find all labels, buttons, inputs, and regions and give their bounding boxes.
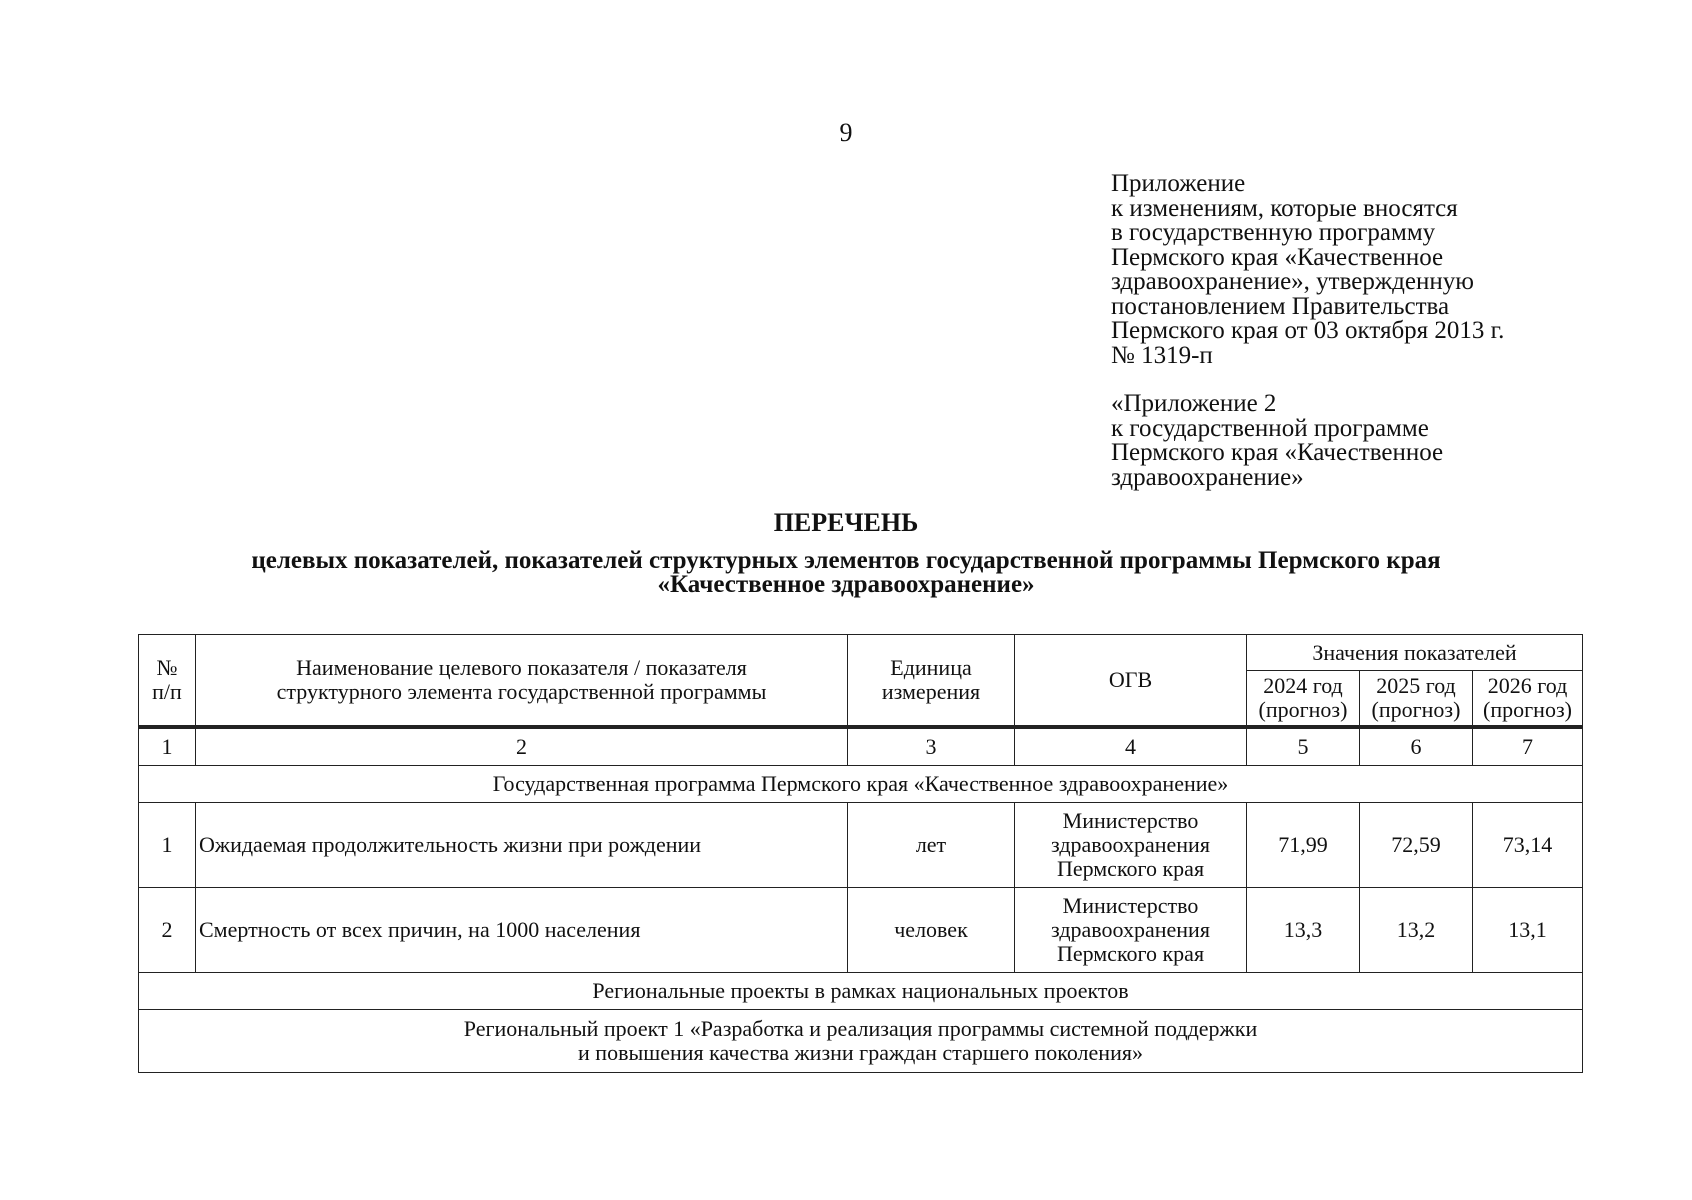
column-number: 2 (196, 727, 848, 766)
table-row (139, 888, 1583, 973)
header-ogv: ОГВ (1015, 635, 1247, 728)
row-ogv: Министерство здравоохранения Пермского края (1015, 803, 1247, 888)
header-name: Наименование целевого показателя / показателя структурного элемента государственной программы (196, 635, 848, 728)
column-number: 7 (1473, 727, 1583, 766)
row-value-2026: 13,1 (1473, 888, 1583, 973)
appendix-line: здравоохранение», утвержденную (1111, 268, 1474, 295)
appendix-line: № 1319-п (1111, 341, 1213, 369)
column-number: 4 (1015, 727, 1247, 766)
program-section-row (139, 766, 1583, 803)
row-value-2024: 13,3 (1247, 888, 1360, 973)
indicators-table (138, 634, 1583, 1073)
subtitle-line: целевых показателей, показателей структурных элементов государственной программы Пермского края (251, 547, 1441, 574)
document-subtitle (120, 549, 1572, 597)
row-unit: человек (848, 888, 1015, 973)
appendix-quote-line: здравоохранение» (1111, 463, 1304, 491)
header-year-2024: 2024 год (прогноз) (1247, 671, 1360, 728)
header-row (139, 635, 1583, 671)
row-num: 2 (139, 888, 196, 973)
regional-project-row (139, 1010, 1583, 1073)
header-num: № п/п (139, 635, 196, 728)
appendix-line: Приложение (1111, 170, 1246, 197)
row-value-2024: 71,99 (1247, 803, 1360, 888)
header-values-group: Значения показателей (1247, 635, 1583, 671)
appendix-quote-line: к государственной программе (1111, 414, 1429, 442)
row-indicator-name: Смертность от всех причин, на 1000 населения (196, 888, 848, 973)
appendix-line: в государственную программу (1111, 219, 1436, 246)
appendix-line: к изменениям, которые вносятся (1111, 194, 1458, 222)
subtitle-line: «Качественное здравоохранение» (657, 571, 1035, 598)
regional-section-row (139, 973, 1583, 1010)
row-value-2025: 72,59 (1360, 803, 1473, 888)
appendix-quote-line: «Приложение 2 (1111, 390, 1277, 417)
header-year-2025: 2025 год (прогноз) (1360, 671, 1473, 728)
appendix-quote-line: Пермского края «Качественное (1111, 439, 1444, 466)
appendix-block (1111, 172, 1591, 490)
row-ogv: Министерство здравоохранения Пермского края (1015, 888, 1247, 973)
column-number: 6 (1360, 727, 1473, 766)
header-unit: Единица измерения (848, 635, 1015, 728)
header-year-2026: 2026 год (прогноз) (1473, 671, 1583, 728)
regional-section-title: Региональные проекты в рамках национальных проектов (139, 973, 1583, 1010)
table-row (139, 803, 1583, 888)
column-number: 3 (848, 727, 1015, 766)
page-number: 9 (839, 118, 853, 147)
program-section-title: Государственная программа Пермского края «Качественное здравоохранение» (139, 766, 1583, 803)
row-num: 1 (139, 803, 196, 888)
document-title: ПЕРЕЧЕНЬ (773, 508, 919, 537)
regional-project-title: Региональный проект 1 «Разработка и реализация программы системной поддержки и повышения качества жизни граждан старшего поколения» (139, 1010, 1583, 1073)
appendix-spacer (1111, 368, 1591, 392)
row-unit: лет (848, 803, 1015, 888)
appendix-line: Пермского края «Качественное (1111, 243, 1444, 271)
row-value-2025: 13,2 (1360, 888, 1473, 973)
column-number: 1 (139, 727, 196, 766)
appendix-line: Пермского края от 03 октября 2013 г. (1111, 317, 1505, 344)
column-number: 5 (1247, 727, 1360, 766)
row-indicator-name: Ожидаемая продолжительность жизни при рождении (196, 803, 848, 888)
appendix-line: постановлением Правительства (1111, 292, 1450, 320)
column-number-row (139, 727, 1583, 766)
row-value-2026: 73,14 (1473, 803, 1583, 888)
